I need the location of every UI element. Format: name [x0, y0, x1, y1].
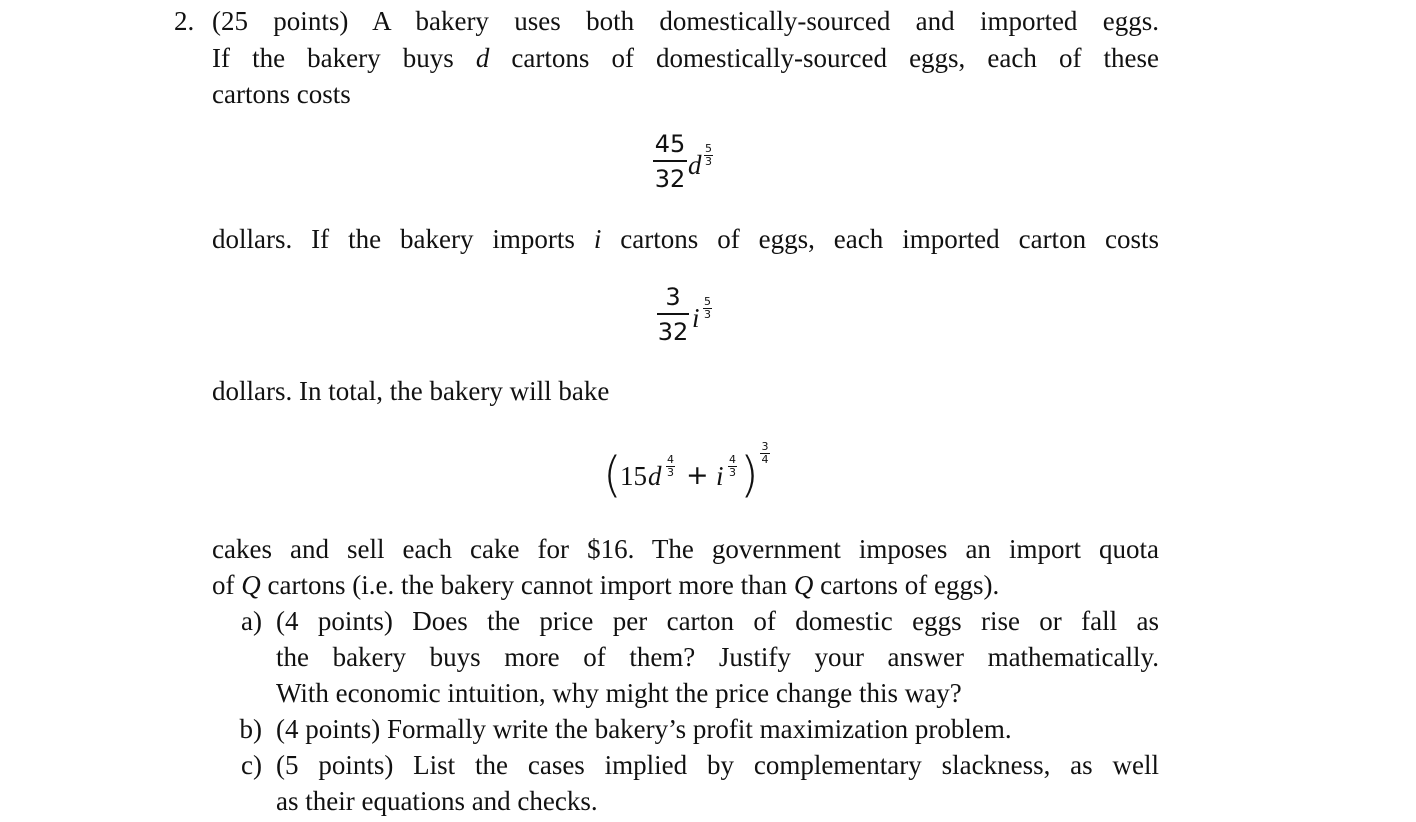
eq3-exponent-2	[728, 454, 737, 479]
variable-d: d	[475, 43, 490, 73]
question-number: 2.	[174, 6, 195, 36]
eq3-close-paren: )	[740, 447, 759, 503]
eq2-fraction-bar	[657, 313, 689, 315]
eq3-base-d: d	[648, 461, 662, 491]
part-a-line-2: the bakery buys more of them? Justify your answer mathematically.	[276, 642, 1159, 672]
line-4-pre: dollars. If the bakery imports	[212, 224, 575, 254]
line-4-post: cartons of eggs, each imported carton costs	[620, 224, 1159, 254]
part-c-line-2: as their equations and checks.	[276, 786, 598, 816]
part-c-line-1: (5 points) List the cases implied by complementary slackness, as well	[276, 750, 1159, 780]
eq3-outer-num: 3	[761, 440, 769, 453]
eq1-exp-num: 5	[705, 142, 712, 155]
eq3-base-i: i	[716, 461, 724, 491]
part-a-label: a)	[241, 606, 262, 636]
eq3-exp2-num: 4	[729, 453, 736, 466]
eq2-fraction	[657, 283, 689, 346]
variable-i: i	[593, 224, 602, 254]
eq3-exponent-1	[666, 454, 675, 479]
line-7-mid: cartons (i.e. the bakery cannot import more than	[267, 570, 788, 600]
eq3-plus: +	[686, 460, 709, 491]
eq3-exp1-num: 4	[667, 453, 674, 466]
eq3-open-paren: (	[603, 447, 622, 503]
eq2-exp-num: 5	[704, 295, 711, 308]
part-a-line-3: With economic intuition, why might the price change this way?	[276, 678, 962, 708]
intro-line-2-pre: If the bakery buys	[212, 43, 454, 73]
part-a-line-1: (4 points) Does the price per carton of domestic eggs rise or fall as	[276, 606, 1159, 636]
eq1-fraction	[653, 130, 687, 193]
part-b-label: b)	[239, 714, 262, 744]
line-5: dollars. In total, the bakery will bake	[212, 376, 610, 406]
eq1-denominator: 32	[654, 164, 686, 193]
part-c-label: c)	[241, 750, 262, 780]
eq2-exponent	[703, 296, 712, 321]
eq3-exp2-den: 3	[729, 466, 736, 479]
eq3-exp1-den: 3	[667, 466, 674, 479]
intro-line-2	[212, 40, 1159, 76]
intro-line-1: (25 points) A bakery uses both domestically-sourced and imported eggs.	[212, 6, 1159, 36]
eq1-fraction-bar	[653, 160, 687, 162]
intro-line-2-post: cartons of domestically-sourced eggs, each of these	[511, 43, 1160, 73]
line-7-post: cartons of eggs).	[820, 570, 1000, 600]
intro-line-3: cartons costs	[212, 79, 351, 109]
variable-q-1: Q	[241, 570, 261, 600]
eq1-numerator: 45	[654, 130, 686, 158]
eq3-outer-exponent	[760, 441, 770, 466]
eq2-base: i	[692, 303, 700, 333]
eq1-exponent	[704, 143, 713, 168]
line-7-pre: of	[212, 570, 235, 600]
line-4	[212, 221, 1159, 257]
eq2-denominator: 32	[657, 317, 689, 346]
part-b-line-1: (4 points) Formally write the bakery’s profit maximization problem.	[276, 714, 1012, 744]
eq3-coefficient: 15	[620, 461, 647, 491]
eq3-outer-den: 4	[761, 453, 769, 466]
variable-q-2: Q	[793, 570, 814, 600]
eq1-base: d	[688, 150, 702, 180]
eq2-numerator: 3	[665, 283, 681, 311]
eq1-exp-den: 3	[705, 155, 712, 168]
line-6: cakes and sell each cake for $16. The government imposes an import quota	[212, 534, 1159, 564]
eq2-exp-den: 3	[704, 308, 711, 321]
line-7	[212, 567, 999, 603]
